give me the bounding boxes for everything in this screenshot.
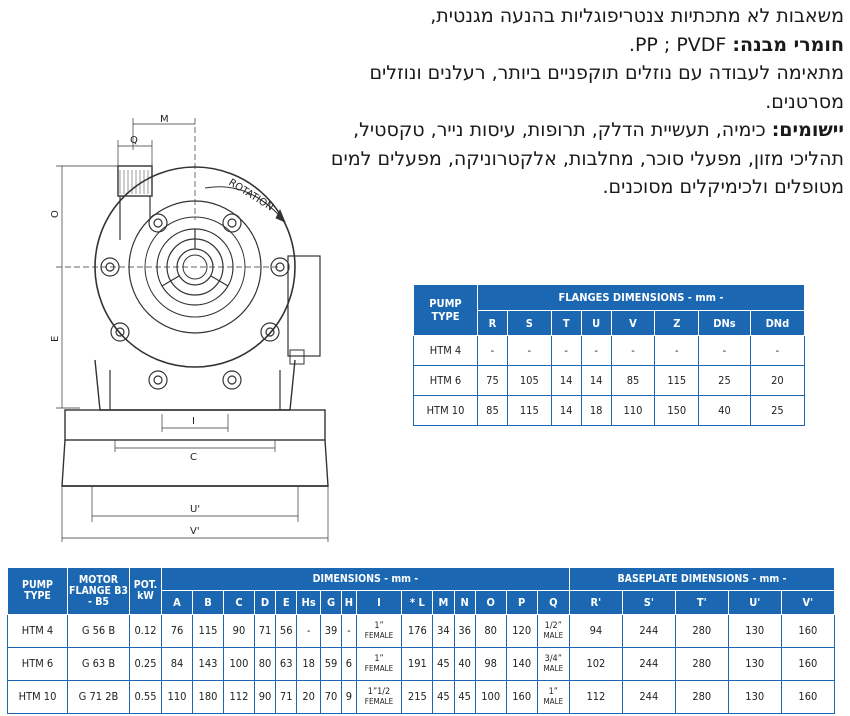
label-v-prime: V': [190, 526, 200, 537]
dims-table-row: [8, 615, 835, 648]
flanges-value-cell: 14: [551, 396, 581, 426]
baseplate-value-cell: 280: [675, 615, 728, 648]
materials-label: חומרי מבנה:: [732, 33, 844, 56]
motor-flange-cell: G 71 2B: [68, 681, 130, 714]
flanges-col-header: U: [581, 311, 611, 336]
dim-value-cell: 34: [433, 615, 454, 648]
flanges-table-row: [414, 366, 805, 396]
dim-value-cell: 59: [320, 648, 341, 681]
dim-value-cell: 70: [320, 681, 341, 714]
dim-i-cell: [356, 615, 402, 648]
flanges-col-header: DNd: [750, 311, 804, 336]
dim-value-cell: 191: [402, 648, 433, 681]
dims-col-header: O: [475, 591, 506, 615]
dim-i-cell: [356, 648, 402, 681]
baseplate-col-header: R': [569, 591, 622, 615]
dim-value-cell: 45: [433, 681, 454, 714]
flanges-value-cell: -: [750, 336, 804, 366]
flanges-value-cell: 20: [750, 366, 804, 396]
dims-col-header: P: [506, 591, 537, 615]
baseplate-value-cell: 160: [781, 648, 834, 681]
dims-motor-flange-header: MOTOR FLANGE B3 - B5: [68, 568, 130, 615]
baseplate-col-header: U': [728, 591, 781, 615]
desc-line-6: תהליכי מזון, מפעלי סוכר, מחלבות, אלקטרוניקה, מפעלים למים: [330, 147, 844, 170]
flanges-value-cell: 25: [699, 366, 751, 396]
dims-col-header: A: [162, 591, 193, 615]
flanges-table-body: [414, 336, 805, 426]
label-o: O: [50, 210, 61, 218]
motor-flange-cell: G 63 B: [68, 648, 130, 681]
dim-value-cell: 76: [162, 615, 193, 648]
dim-q-cell-thread: MALE: [543, 664, 564, 673]
dim-value-cell: 40: [454, 648, 475, 681]
dim-value-cell: 20: [297, 681, 321, 714]
flanges-dimensions-table: [413, 284, 805, 426]
pump-type-cell: HTM 10: [414, 396, 478, 426]
dims-pump-type-header: PUMP TYPE: [8, 568, 68, 615]
baseplate-value-cell: 130: [728, 648, 781, 681]
flanges-value-cell: 14: [551, 366, 581, 396]
flanges-value-cell: 18: [581, 396, 611, 426]
dims-col-header: C: [223, 591, 254, 615]
flanges-value-cell: -: [551, 336, 581, 366]
desc-line-7: מטופלים ולכימיקלים מסוכנים.: [602, 176, 844, 198]
dim-value-cell: 176: [402, 615, 433, 648]
dims-table-body: [8, 615, 835, 714]
dim-q-cell-thread: MALE: [543, 631, 564, 640]
dims-col-header: E: [276, 591, 297, 615]
dim-value-cell: 100: [475, 681, 506, 714]
materials-value: PP ; PVDF.: [628, 33, 733, 56]
flanges-value-cell: 85: [611, 366, 655, 396]
dim-value-cell: 71: [276, 681, 297, 714]
dim-value-cell: 9: [342, 681, 356, 714]
flanges-col-header: S: [507, 311, 551, 336]
label-e: E: [50, 335, 61, 342]
dim-q-cell-size: 1/2ˮ: [544, 621, 562, 631]
dim-q-cell-thread: MALE: [543, 697, 564, 706]
dim-value-cell: 45: [433, 648, 454, 681]
dim-i-cell-thread: FEMALE: [364, 697, 394, 706]
pump-drawing-svg: [40, 110, 340, 546]
label-q: Q: [130, 135, 138, 146]
baseplate-value-cell: 102: [569, 648, 622, 681]
dim-i-cell-thread: FEMALE: [364, 664, 394, 673]
baseplate-value-cell: 112: [569, 681, 622, 714]
flanges-value-cell: 110: [611, 396, 655, 426]
flanges-col-header: V: [611, 311, 655, 336]
dim-i-cell: [356, 681, 402, 714]
label-m: M: [160, 114, 169, 125]
dim-i-cell-size: 1ˮ: [374, 621, 384, 631]
desc-line-applications: [284, 116, 844, 145]
pump-dimensions-table: [7, 567, 835, 714]
dim-value-cell: 100: [223, 648, 254, 681]
flanges-value-cell: 115: [507, 396, 551, 426]
baseplate-value-cell: 280: [675, 648, 728, 681]
baseplate-col-header: V': [781, 591, 834, 615]
pump-type-cell: HTM 10: [8, 681, 68, 714]
motor-flange-cell: G 56 B: [68, 615, 130, 648]
dim-value-cell: -: [297, 615, 321, 648]
pump-type-cell: HTM 4: [414, 336, 478, 366]
dim-value-cell: 140: [506, 648, 537, 681]
dims-col-header: B: [192, 591, 223, 615]
dim-value-cell: 80: [254, 648, 275, 681]
dim-q-cell-size: 1ˮ: [548, 687, 558, 697]
dims-col-header: N: [454, 591, 475, 615]
dims-col-header: I: [356, 591, 402, 615]
dim-value-cell: 84: [162, 648, 193, 681]
product-description: [284, 2, 844, 202]
dim-q-cell-size: 3/4ˮ: [544, 654, 562, 664]
flanges-value-cell: 105: [507, 366, 551, 396]
flanges-col-header: R: [478, 311, 508, 336]
flanges-table-row: [414, 396, 805, 426]
flanges-value-cell: -: [699, 336, 751, 366]
label-u-prime: U': [190, 504, 201, 515]
dim-value-cell: 18: [297, 648, 321, 681]
flanges-col-header: DNs: [699, 311, 751, 336]
dim-value-cell: 56: [276, 615, 297, 648]
baseplate-value-cell: 244: [622, 681, 675, 714]
dim-i-cell-size: 1ˮ: [374, 654, 384, 664]
flanges-value-cell: -: [507, 336, 551, 366]
applications-label: יישומים:: [771, 119, 844, 141]
flanges-col-header: T: [551, 311, 581, 336]
desc-line-materials: [284, 31, 844, 60]
baseplate-value-cell: 160: [781, 615, 834, 648]
dims-col-header: G: [320, 591, 341, 615]
dim-value-cell: 98: [475, 648, 506, 681]
dims-col-header: M: [433, 591, 454, 615]
pump-type-cell: HTM 6: [414, 366, 478, 396]
pump-technical-drawing: [40, 110, 340, 546]
dims-table-row: [8, 681, 835, 714]
baseplate-value-cell: 130: [728, 615, 781, 648]
flanges-col-header: Z: [655, 311, 699, 336]
dim-q-cell: [537, 615, 569, 648]
dims-col-header: Q: [537, 591, 569, 615]
dim-value-cell: 63: [276, 648, 297, 681]
dim-value-cell: 112: [223, 681, 254, 714]
dim-value-cell: 6: [342, 648, 356, 681]
dim-i-cell-size: 1ˮ1/2: [367, 687, 391, 697]
dim-value-cell: 215: [402, 681, 433, 714]
flanges-table-row: [414, 336, 805, 366]
flanges-value-cell: -: [478, 336, 508, 366]
baseplate-value-cell: 244: [622, 648, 675, 681]
dims-col-header: H: [342, 591, 356, 615]
flanges-value-cell: -: [611, 336, 655, 366]
dim-value-cell: 80: [475, 615, 506, 648]
dims-col-header: D: [254, 591, 275, 615]
dim-value-cell: 36: [454, 615, 475, 648]
dim-value-cell: -: [342, 615, 356, 648]
pump-type-cell: HTM 4: [8, 615, 68, 648]
desc-line-1: משאבות לא מתכתיות צנטריפוגליות בהנעה מגנטית,: [430, 5, 844, 27]
desc-line-3: מתאימה לעבודה עם נוזלים תוקפניים ביותר, רעלנים ונוזלים: [369, 62, 844, 84]
baseplate-col-header: S': [622, 591, 675, 615]
flanges-value-cell: -: [581, 336, 611, 366]
flanges-value-cell: 14: [581, 366, 611, 396]
baseplate-value-cell: 280: [675, 681, 728, 714]
baseplate-value-cell: 160: [781, 681, 834, 714]
flanges-value-cell: 25: [750, 396, 804, 426]
flanges-group-header: FLANGES DIMENSIONS - mm -: [478, 285, 805, 311]
dim-value-cell: 180: [192, 681, 223, 714]
baseplate-value-cell: 244: [622, 615, 675, 648]
applications-value: כימיה, תעשיית הדלק, תרופות, עיסות נייר, טקסטיל,: [353, 119, 772, 141]
dims-col-header: Hs: [297, 591, 321, 615]
dim-value-cell: 71: [254, 615, 275, 648]
dim-value-cell: 160: [506, 681, 537, 714]
dim-i-cell-thread: FEMALE: [364, 631, 394, 640]
label-rotation: ROTATION: [226, 177, 276, 214]
dims-pot-header: POT. kW: [130, 568, 162, 615]
flanges-value-cell: 85: [478, 396, 508, 426]
dim-value-cell: 143: [192, 648, 223, 681]
pump-type-cell: HTM 6: [8, 648, 68, 681]
flanges-value-cell: -: [655, 336, 699, 366]
dim-value-cell: 90: [223, 615, 254, 648]
dim-value-cell: 120: [506, 615, 537, 648]
flanges-value-cell: 115: [655, 366, 699, 396]
pot-kw-cell: 0.12: [130, 615, 162, 648]
dims-group-header: DIMENSIONS - mm -: [162, 568, 570, 591]
desc-line-4: מסרטנים.: [765, 90, 844, 113]
baseplate-value-cell: 94: [569, 615, 622, 648]
pot-kw-cell: 0.25: [130, 648, 162, 681]
pot-kw-cell: 0.55: [130, 681, 162, 714]
dims-col-header: * L: [402, 591, 433, 615]
flanges-value-cell: 40: [699, 396, 751, 426]
dim-value-cell: 39: [320, 615, 341, 648]
dim-q-cell: [537, 681, 569, 714]
dims-baseplate-header: BASEPLATE DIMENSIONS - mm -: [569, 568, 834, 591]
label-i: I: [192, 416, 195, 427]
dim-value-cell: 90: [254, 681, 275, 714]
baseplate-value-cell: 130: [728, 681, 781, 714]
dim-value-cell: 115: [192, 615, 223, 648]
baseplate-col-header: T': [675, 591, 728, 615]
dim-value-cell: 110: [162, 681, 193, 714]
flanges-value-cell: 75: [478, 366, 508, 396]
dim-value-cell: 45: [454, 681, 475, 714]
label-c: C: [190, 452, 197, 463]
flanges-value-cell: 150: [655, 396, 699, 426]
dims-table-row: [8, 648, 835, 681]
flanges-pump-type-header: PUMP TYPE: [414, 285, 478, 336]
dim-q-cell: [537, 648, 569, 681]
